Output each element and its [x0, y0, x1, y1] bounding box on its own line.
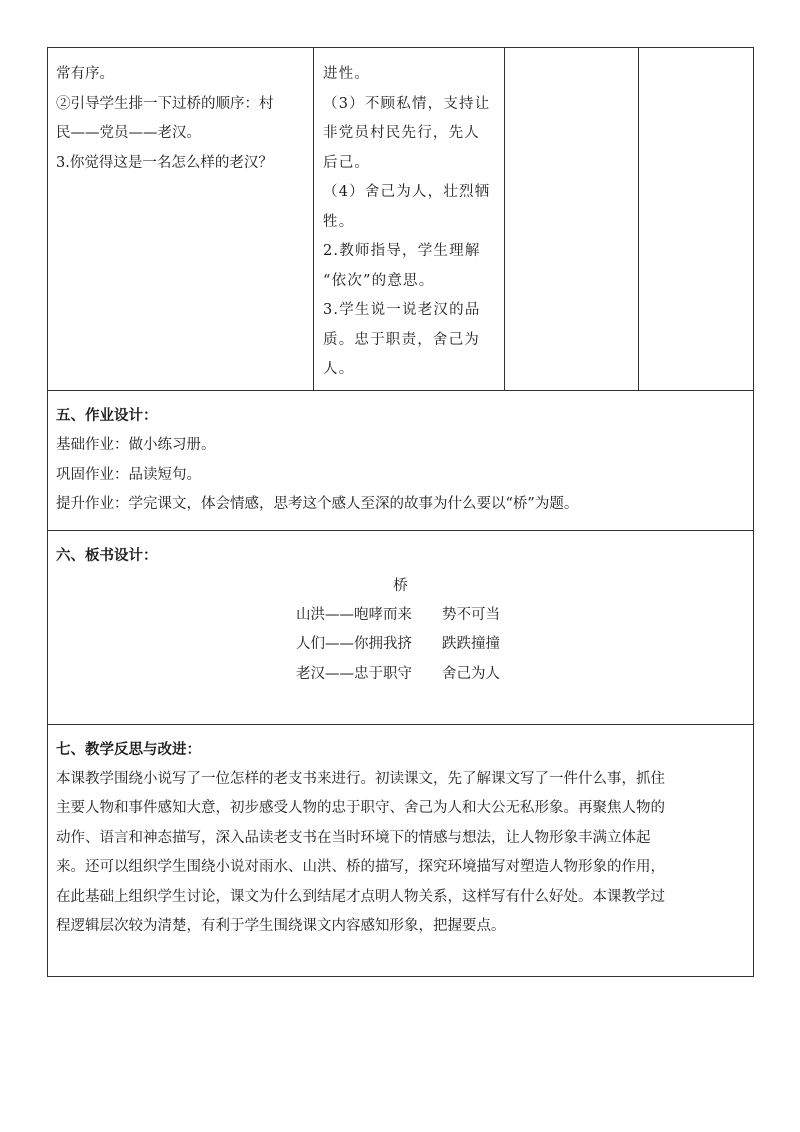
student-activity-cell: [314, 48, 505, 391]
text-line: ②引导学生排一下过桥的顺序：村: [56, 95, 274, 112]
board-line: [56, 630, 745, 660]
reflection-row: [48, 724, 754, 976]
reflection-line: 来。还可以组织学生围绕小说对雨水、山洪、桥的描写，探究环境描写对塑造人物形象的作用，: [56, 859, 665, 875]
text-line: 3.你觉得这是一名怎么样的老汉？: [56, 154, 273, 171]
board-line-left: 山洪——咆哮而来: [296, 606, 412, 623]
reflection-line: 程逻辑层次较为清楚，有利于学生围绕课文内容感知形象，把握要点。: [56, 918, 506, 934]
board-section: [48, 530, 754, 724]
text-line: 进性。: [323, 66, 371, 82]
reflection-line: 本课教学围绕小说写了一位怎样的老支书来进行。初读课文，先了解课文写了一件什么事，抓住: [56, 770, 665, 787]
reflection-title: 七、教学反思与改进：: [56, 741, 201, 758]
board-row: [48, 530, 754, 724]
empty-cell: [505, 48, 639, 391]
text-line: 后己。: [323, 154, 371, 171]
homework-row: [48, 391, 754, 531]
text-line: 常有序。: [56, 66, 114, 82]
reflection-section: [48, 724, 754, 976]
text-line: 牲。: [323, 213, 355, 230]
board-heading: 桥: [393, 577, 408, 594]
board-line: [56, 660, 745, 690]
text-line: 民——党员——老汉。: [56, 125, 201, 141]
text-line: （3）不顾私情，支持让: [323, 95, 491, 112]
homework-line: 基础作业：做小练习册。: [56, 437, 216, 453]
text-line: （4）舍己为人，壮烈牺: [323, 184, 491, 200]
lesson-table: [47, 47, 754, 977]
board-line-right: 势不可当: [442, 606, 500, 623]
reflection-line: 动作、语言和神态描写，深入品读老支书在当时环境下的情感与想法，让人物形象丰满立体起: [56, 829, 651, 846]
text-line: 质。忠于职责，舍己为: [323, 331, 480, 348]
board-line-right: 跌跌撞撞: [442, 636, 500, 652]
homework-title: 五、作业设计：: [56, 408, 158, 424]
text-line: 2.教师指导，学生理解: [323, 243, 481, 259]
text-line: 非党员村民先行，先人: [323, 125, 480, 141]
homework-section: [48, 391, 754, 531]
homework-line: 提升作业：学完课文，体会情感，思考这个感人至深的故事为什么要以“桥”为题。: [56, 496, 579, 512]
text-line: “依次”的意思。: [323, 272, 435, 289]
lesson-plan-page: [47, 47, 753, 977]
homework-line: 巩固作业：品读短句。: [56, 466, 201, 483]
empty-cell: [639, 48, 754, 391]
activity-row: [48, 48, 754, 391]
board-title: 六、板书设计：: [56, 547, 158, 564]
reflection-line: 在此基础上组织学生讨论，课文为什么到结尾才点明人物关系，这样写有什么好处。本课教学过: [56, 888, 665, 905]
board-line-right: 舍己为人: [442, 665, 500, 682]
board-line: [56, 601, 745, 631]
reflection-line: 主要人物和事件感知大意，初步感受人物的忠于职守、舍己为人和大公无私形象。再聚焦人物的: [56, 800, 665, 816]
teacher-activity-cell: [48, 48, 314, 391]
board-line-left: 老汉——忠于职守: [296, 665, 412, 682]
text-line: 3.学生说一说老汉的品: [323, 302, 481, 318]
board-line-left: 人们——你拥我挤: [296, 636, 412, 652]
text-line: 人。: [323, 361, 355, 377]
